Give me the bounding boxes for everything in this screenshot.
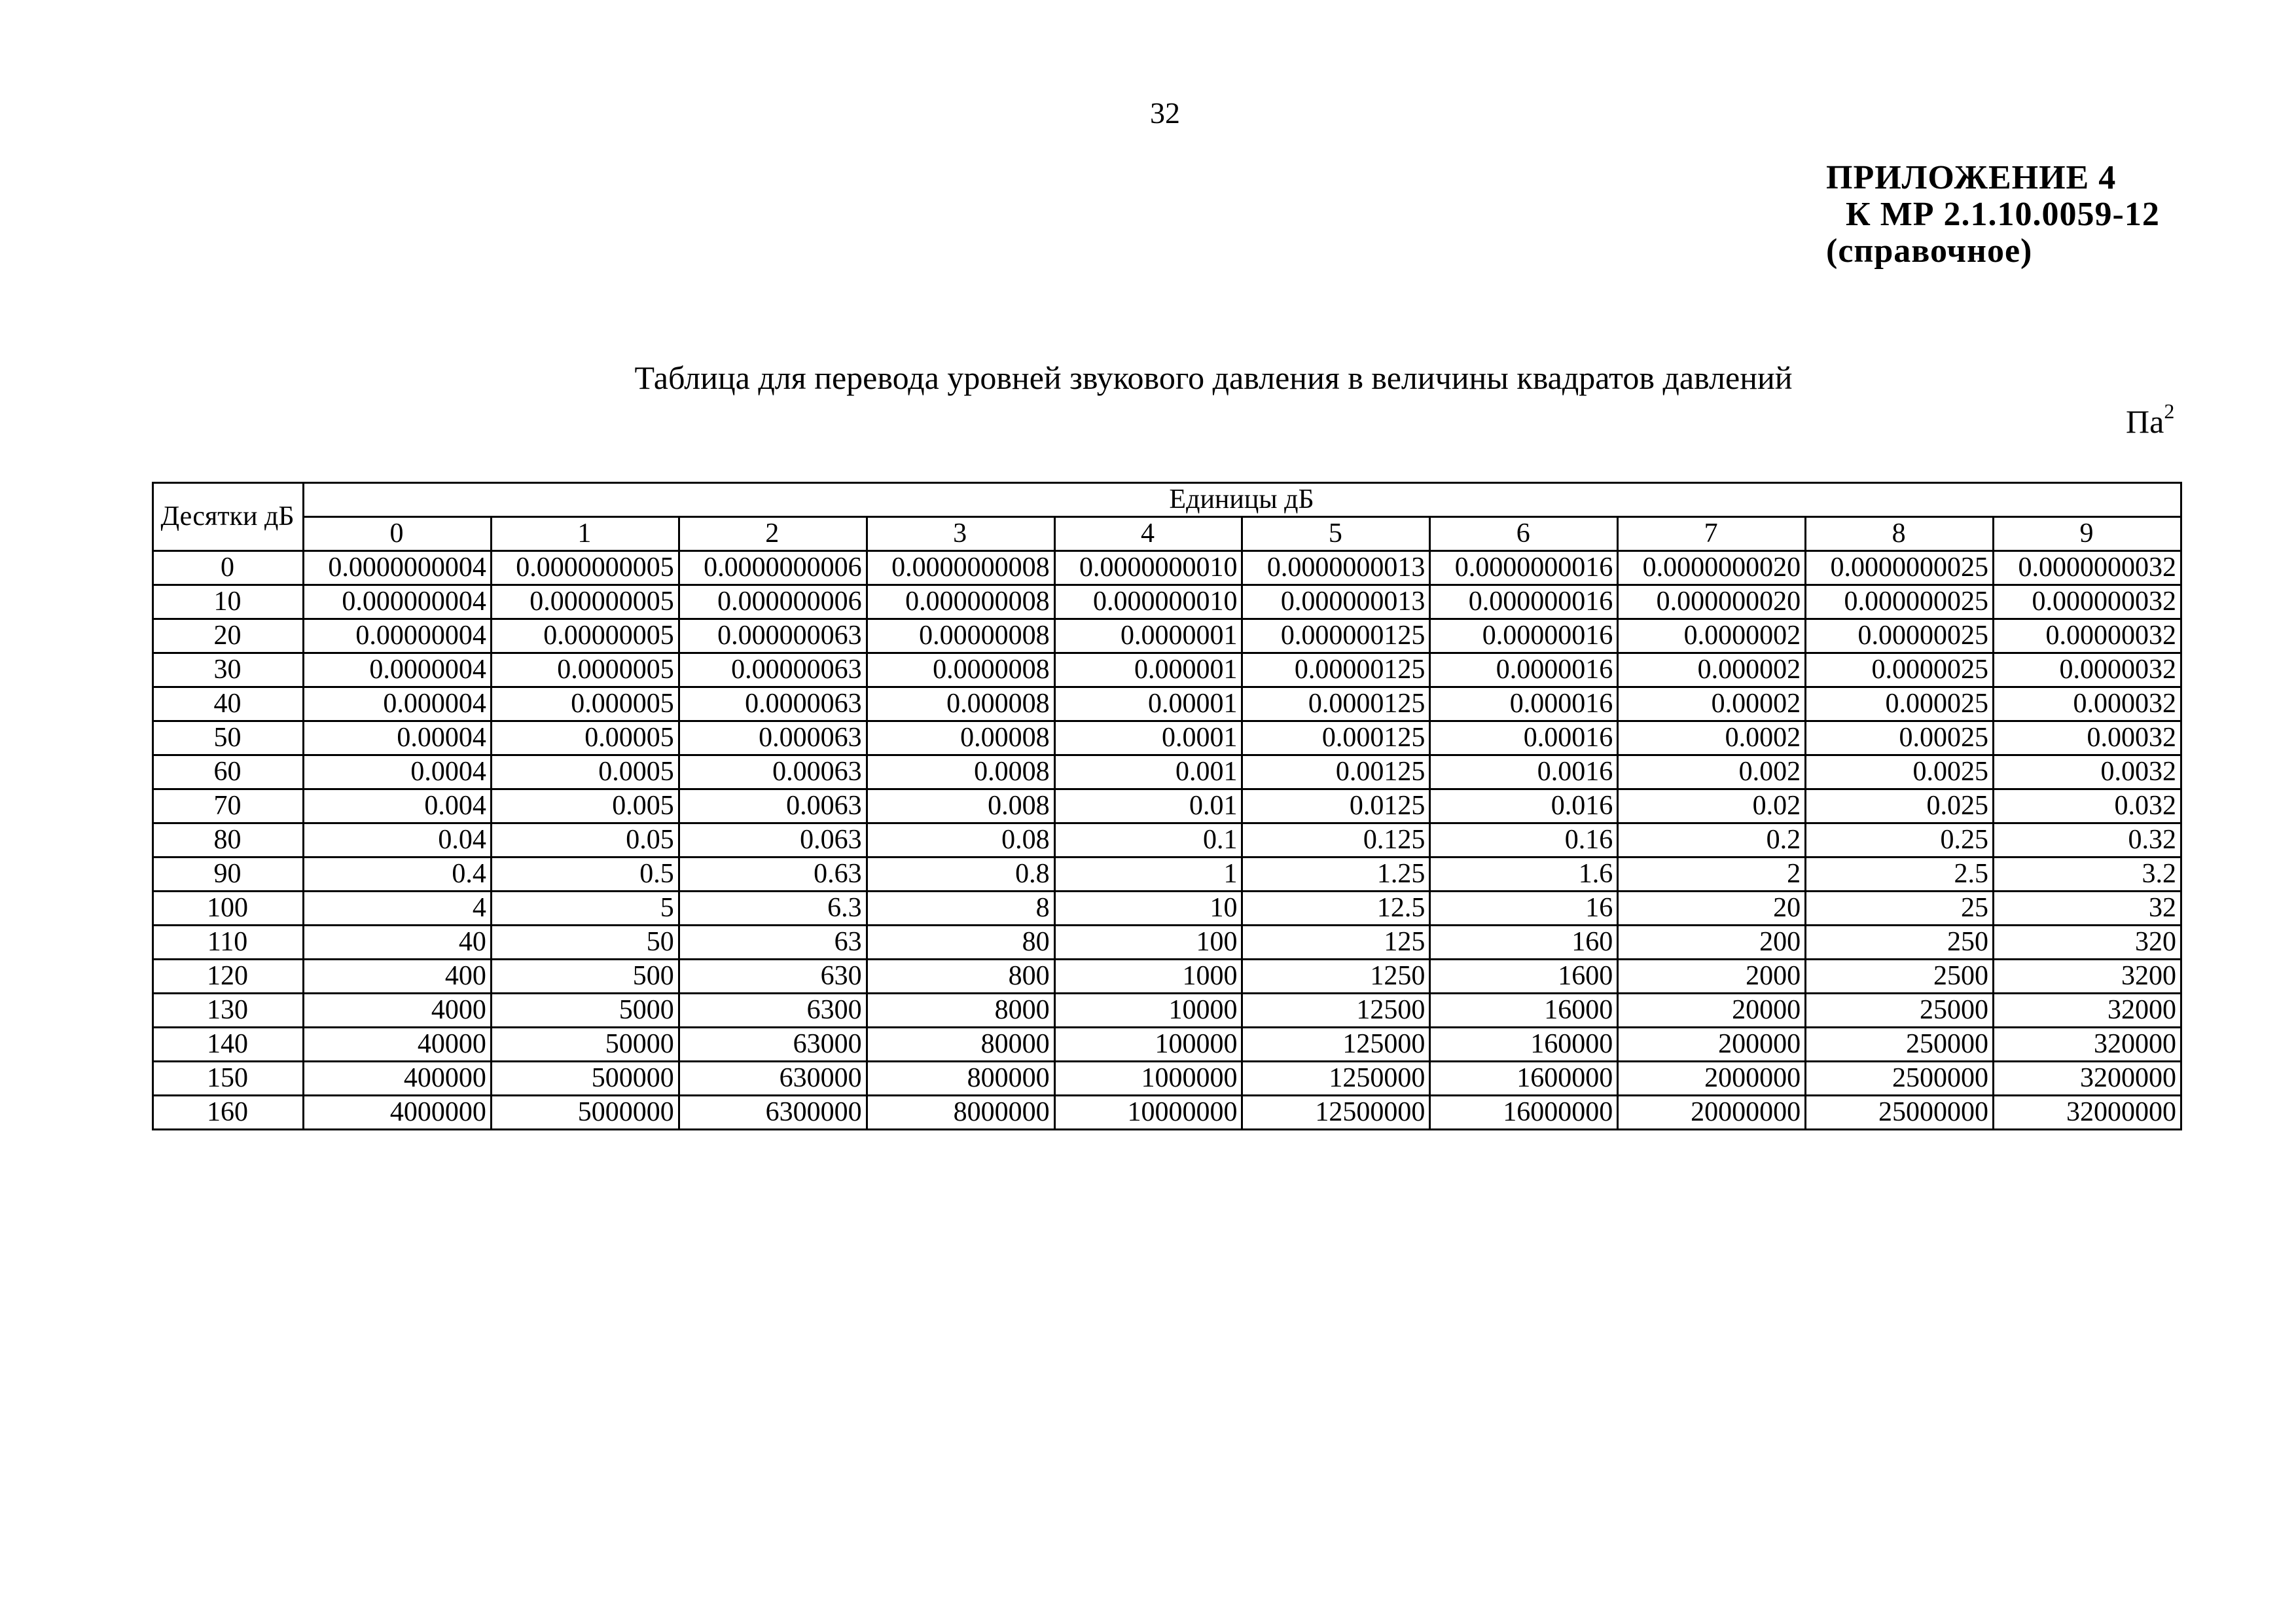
value-cell: 0.00125 xyxy=(1242,755,1430,789)
value-cell: 16000000 xyxy=(1430,1096,1618,1130)
value-cell: 40000 xyxy=(304,1028,492,1062)
value-cell: 0.0000000005 xyxy=(491,551,679,585)
value-cell: 0.00032 xyxy=(1994,721,2181,755)
col-header-unit-0: 0 xyxy=(304,517,492,551)
table-row xyxy=(153,789,2181,823)
table-row xyxy=(153,551,2181,585)
value-cell: 0.000125 xyxy=(1242,721,1430,755)
value-cell: 0.1 xyxy=(1054,823,1242,857)
value-cell: 1250000 xyxy=(1242,1062,1430,1096)
value-cell: 0.01 xyxy=(1054,789,1242,823)
value-cell: 0.000016 xyxy=(1430,687,1618,721)
value-cell: 0.0000000010 xyxy=(1054,551,1242,585)
value-cell: 32000 xyxy=(1994,994,2181,1028)
value-cell: 160 xyxy=(1430,926,1618,960)
value-cell: 630000 xyxy=(679,1062,867,1096)
value-cell: 63 xyxy=(679,926,867,960)
value-cell: 2500 xyxy=(1806,960,1994,994)
value-cell: 0.000000006 xyxy=(679,585,867,619)
value-cell: 0.032 xyxy=(1994,789,2181,823)
value-cell: 0.25 xyxy=(1806,823,1994,857)
col-group-header-units: Единицы дБ xyxy=(304,483,2181,517)
value-cell: 250 xyxy=(1806,926,1994,960)
table-row xyxy=(153,687,2181,721)
value-cell: 25000 xyxy=(1806,994,1994,1028)
col-header-unit-3: 3 xyxy=(867,517,1054,551)
value-cell: 0.00000032 xyxy=(1994,619,2181,653)
value-cell: 0.016 xyxy=(1430,789,1618,823)
value-cell: 0.0032 xyxy=(1994,755,2181,789)
value-cell: 0.0000063 xyxy=(679,687,867,721)
value-cell: 0.000000008 xyxy=(867,585,1054,619)
page-number: 32 xyxy=(1150,96,1180,130)
value-cell: 6300 xyxy=(679,994,867,1028)
value-cell: 0.32 xyxy=(1994,823,2181,857)
row-tens-cell: 70 xyxy=(153,789,304,823)
value-cell: 320 xyxy=(1994,926,2181,960)
value-cell: 4000 xyxy=(304,994,492,1028)
value-cell: 0.000000004 xyxy=(304,585,492,619)
value-cell: 0.0001 xyxy=(1054,721,1242,755)
appendix-title: ПРИЛОЖЕНИЕ 4 xyxy=(1826,159,2117,196)
table-row xyxy=(153,1028,2181,1062)
col-header-unit-7: 7 xyxy=(1618,517,1806,551)
value-cell: 5000 xyxy=(491,994,679,1028)
value-cell: 8 xyxy=(867,892,1054,926)
value-cell: 0.0000000004 xyxy=(304,551,492,585)
value-cell: 0.0000005 xyxy=(491,653,679,687)
value-cell: 0.0000025 xyxy=(1806,653,1994,687)
value-cell: 0.0000001 xyxy=(1054,619,1242,653)
table-row xyxy=(153,960,2181,994)
row-tens-cell: 0 xyxy=(153,551,304,585)
value-cell: 0.000000063 xyxy=(679,619,867,653)
value-cell: 200000 xyxy=(1618,1028,1806,1062)
value-cell: 0.63 xyxy=(679,857,867,892)
value-cell: 0.0005 xyxy=(491,755,679,789)
row-tens-cell: 110 xyxy=(153,926,304,960)
value-cell: 63000 xyxy=(679,1028,867,1062)
value-cell: 0.08 xyxy=(867,823,1054,857)
value-cell: 630 xyxy=(679,960,867,994)
value-cell: 125 xyxy=(1242,926,1430,960)
value-cell: 2 xyxy=(1618,857,1806,892)
value-cell: 25000000 xyxy=(1806,1096,1994,1130)
row-tens-cell: 20 xyxy=(153,619,304,653)
value-cell: 1 xyxy=(1054,857,1242,892)
value-cell: 8000000 xyxy=(867,1096,1054,1130)
value-cell: 12.5 xyxy=(1242,892,1430,926)
value-cell: 32000000 xyxy=(1994,1096,2181,1130)
header-row-digits xyxy=(153,517,2181,551)
table-row xyxy=(153,1096,2181,1130)
value-cell: 400 xyxy=(304,960,492,994)
col-header-unit-6: 6 xyxy=(1430,517,1618,551)
table-row xyxy=(153,619,2181,653)
value-cell: 1.6 xyxy=(1430,857,1618,892)
header-row-group xyxy=(153,483,2181,517)
row-tens-cell: 160 xyxy=(153,1096,304,1130)
value-cell: 0.2 xyxy=(1618,823,1806,857)
value-cell: 0.000001 xyxy=(1054,653,1242,687)
value-cell: 0.0008 xyxy=(867,755,1054,789)
row-tens-cell: 80 xyxy=(153,823,304,857)
col-header-unit-8: 8 xyxy=(1806,517,1994,551)
value-cell: 0.004 xyxy=(304,789,492,823)
value-cell: 1.25 xyxy=(1242,857,1430,892)
row-tens-cell: 50 xyxy=(153,721,304,755)
value-cell: 0.0025 xyxy=(1806,755,1994,789)
value-cell: 200 xyxy=(1618,926,1806,960)
value-cell: 0.0000008 xyxy=(867,653,1054,687)
value-cell: 0.008 xyxy=(867,789,1054,823)
value-cell: 0.5 xyxy=(491,857,679,892)
row-header-tens: Десятки дБ xyxy=(153,483,304,551)
table-row xyxy=(153,994,2181,1028)
value-cell: 0.0000000013 xyxy=(1242,551,1430,585)
value-cell: 0.8 xyxy=(867,857,1054,892)
value-cell: 0.000032 xyxy=(1994,687,2181,721)
value-cell: 0.00016 xyxy=(1430,721,1618,755)
value-cell: 3200000 xyxy=(1994,1062,2181,1096)
value-cell: 800000 xyxy=(867,1062,1054,1096)
value-cell: 0.00000016 xyxy=(1430,619,1618,653)
value-cell: 0.0000000016 xyxy=(1430,551,1618,585)
value-cell: 0.00000004 xyxy=(304,619,492,653)
appendix-heading xyxy=(1826,160,2160,270)
value-cell: 0.000000005 xyxy=(491,585,679,619)
value-cell: 0.0063 xyxy=(679,789,867,823)
value-cell: 0.0004 xyxy=(304,755,492,789)
value-cell: 16 xyxy=(1430,892,1618,926)
value-cell: 0.0016 xyxy=(1430,755,1618,789)
value-cell: 160000 xyxy=(1430,1028,1618,1062)
table-row xyxy=(153,721,2181,755)
value-cell: 6300000 xyxy=(679,1096,867,1130)
table-row xyxy=(153,653,2181,687)
value-cell: 0.000004 xyxy=(304,687,492,721)
value-cell: 0.0000032 xyxy=(1994,653,2181,687)
value-cell: 0.00000063 xyxy=(679,653,867,687)
value-cell: 0.00008 xyxy=(867,721,1054,755)
value-cell: 0.0000000025 xyxy=(1806,551,1994,585)
appendix-reference: К МР 2.1.10.0059-12 xyxy=(1846,196,2160,233)
value-cell: 500000 xyxy=(491,1062,679,1096)
value-cell: 2.5 xyxy=(1806,857,1994,892)
value-cell: 800 xyxy=(867,960,1054,994)
col-header-unit-9: 9 xyxy=(1994,517,2181,551)
value-cell: 1000000 xyxy=(1054,1062,1242,1096)
value-cell: 0.000000016 xyxy=(1430,585,1618,619)
table-row xyxy=(153,585,2181,619)
value-cell: 0.02 xyxy=(1618,789,1806,823)
value-cell: 80 xyxy=(867,926,1054,960)
table-row xyxy=(153,823,2181,857)
value-cell: 0.000000032 xyxy=(1994,585,2181,619)
value-cell: 20000000 xyxy=(1618,1096,1806,1130)
value-cell: 1000 xyxy=(1054,960,1242,994)
conversion-table xyxy=(152,482,2182,1130)
unit-label xyxy=(2126,401,2174,438)
value-cell: 6.3 xyxy=(679,892,867,926)
value-cell: 2500000 xyxy=(1806,1062,1994,1096)
value-cell: 12500000 xyxy=(1242,1096,1430,1130)
value-cell: 0.00005 xyxy=(491,721,679,755)
table-row xyxy=(153,1062,2181,1096)
value-cell: 32 xyxy=(1994,892,2181,926)
value-cell: 125000 xyxy=(1242,1028,1430,1062)
value-cell: 2000 xyxy=(1618,960,1806,994)
value-cell: 0.0002 xyxy=(1618,721,1806,755)
value-cell: 0.000000020 xyxy=(1618,585,1806,619)
table-row xyxy=(153,892,2181,926)
value-cell: 0.000025 xyxy=(1806,687,1994,721)
value-cell: 3200 xyxy=(1994,960,2181,994)
value-cell: 0.00000005 xyxy=(491,619,679,653)
value-cell: 5000000 xyxy=(491,1096,679,1130)
appendix-type: (справочное) xyxy=(1826,232,2033,270)
col-header-unit-2: 2 xyxy=(679,517,867,551)
value-cell: 0.0000125 xyxy=(1242,687,1430,721)
value-cell: 10000 xyxy=(1054,994,1242,1028)
value-cell: 20 xyxy=(1618,892,1806,926)
value-cell: 0.000005 xyxy=(491,687,679,721)
unit-exponent: 2 xyxy=(2164,399,2175,423)
value-cell: 0.0000004 xyxy=(304,653,492,687)
value-cell: 0.00025 xyxy=(1806,721,1994,755)
value-cell: 0.0000000008 xyxy=(867,551,1054,585)
value-cell: 40 xyxy=(304,926,492,960)
value-cell: 1600 xyxy=(1430,960,1618,994)
row-tens-cell: 150 xyxy=(153,1062,304,1096)
value-cell: 1600000 xyxy=(1430,1062,1618,1096)
value-cell: 100000 xyxy=(1054,1028,1242,1062)
row-tens-cell: 60 xyxy=(153,755,304,789)
value-cell: 0.000000013 xyxy=(1242,585,1430,619)
value-cell: 0.00004 xyxy=(304,721,492,755)
row-tens-cell: 100 xyxy=(153,892,304,926)
value-cell: 1250 xyxy=(1242,960,1430,994)
value-cell: 10 xyxy=(1054,892,1242,926)
value-cell: 2000000 xyxy=(1618,1062,1806,1096)
value-cell: 0.000000125 xyxy=(1242,619,1430,653)
table-title: Таблица для перевода уровней звукового давления в величины квадратов давлений xyxy=(634,359,1793,396)
value-cell: 4 xyxy=(304,892,492,926)
row-tens-cell: 10 xyxy=(153,585,304,619)
value-cell: 0.16 xyxy=(1430,823,1618,857)
value-cell: 400000 xyxy=(304,1062,492,1096)
unit-base: Па xyxy=(2126,403,2164,440)
value-cell: 80000 xyxy=(867,1028,1054,1062)
value-cell: 20000 xyxy=(1618,994,1806,1028)
value-cell: 4000000 xyxy=(304,1096,492,1130)
value-cell: 0.000063 xyxy=(679,721,867,755)
value-cell: 0.000008 xyxy=(867,687,1054,721)
value-cell: 320000 xyxy=(1994,1028,2181,1062)
value-cell: 0.4 xyxy=(304,857,492,892)
table-row xyxy=(153,857,2181,892)
value-cell: 0.002 xyxy=(1618,755,1806,789)
value-cell: 8000 xyxy=(867,994,1054,1028)
value-cell: 0.025 xyxy=(1806,789,1994,823)
value-cell: 12500 xyxy=(1242,994,1430,1028)
value-cell: 0.125 xyxy=(1242,823,1430,857)
value-cell: 0.0000000020 xyxy=(1618,551,1806,585)
row-tens-cell: 40 xyxy=(153,687,304,721)
row-tens-cell: 140 xyxy=(153,1028,304,1062)
value-cell: 0.0125 xyxy=(1242,789,1430,823)
value-cell: 100 xyxy=(1054,926,1242,960)
col-header-unit-1: 1 xyxy=(491,517,679,551)
row-tens-cell: 30 xyxy=(153,653,304,687)
value-cell: 250000 xyxy=(1806,1028,1994,1062)
value-cell: 0.0000000032 xyxy=(1994,551,2181,585)
value-cell: 25 xyxy=(1806,892,1994,926)
table-row xyxy=(153,926,2181,960)
value-cell: 0.005 xyxy=(491,789,679,823)
value-cell: 3.2 xyxy=(1994,857,2181,892)
value-cell: 0.04 xyxy=(304,823,492,857)
value-cell: 0.001 xyxy=(1054,755,1242,789)
value-cell: 0.063 xyxy=(679,823,867,857)
value-cell: 0.0000000006 xyxy=(679,551,867,585)
value-cell: 0.00000008 xyxy=(867,619,1054,653)
value-cell: 0.00001 xyxy=(1054,687,1242,721)
value-cell: 0.0000002 xyxy=(1618,619,1806,653)
table-body xyxy=(153,551,2181,1130)
value-cell: 0.05 xyxy=(491,823,679,857)
value-cell: 0.0000016 xyxy=(1430,653,1618,687)
value-cell: 0.000002 xyxy=(1618,653,1806,687)
value-cell: 50 xyxy=(491,926,679,960)
value-cell: 5 xyxy=(491,892,679,926)
value-cell: 0.00063 xyxy=(679,755,867,789)
row-tens-cell: 90 xyxy=(153,857,304,892)
col-header-unit-5: 5 xyxy=(1242,517,1430,551)
value-cell: 0.00000125 xyxy=(1242,653,1430,687)
col-header-unit-4: 4 xyxy=(1054,517,1242,551)
value-cell: 50000 xyxy=(491,1028,679,1062)
row-tens-cell: 130 xyxy=(153,994,304,1028)
value-cell: 0.000000025 xyxy=(1806,585,1994,619)
value-cell: 16000 xyxy=(1430,994,1618,1028)
value-cell: 0.000000010 xyxy=(1054,585,1242,619)
table-row xyxy=(153,755,2181,789)
value-cell: 0.00000025 xyxy=(1806,619,1994,653)
value-cell: 500 xyxy=(491,960,679,994)
value-cell: 10000000 xyxy=(1054,1096,1242,1130)
row-tens-cell: 120 xyxy=(153,960,304,994)
value-cell: 0.00002 xyxy=(1618,687,1806,721)
